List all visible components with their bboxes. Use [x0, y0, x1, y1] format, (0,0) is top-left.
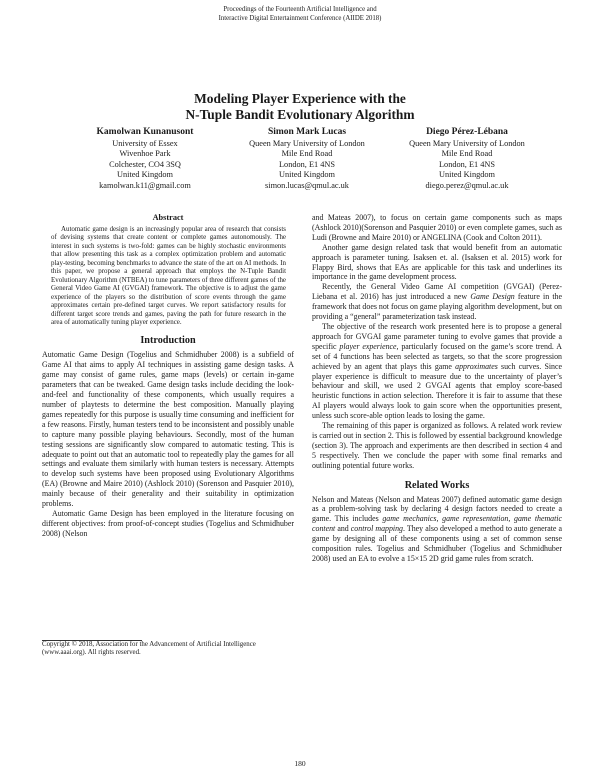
intro-paragraph-1: Automatic Game Design (Togelius and Schmidhuber 2008) is a subfield of Game AI that aims to apply AI techniques in assisting game design tasks. A game may consist of game rules, game maps (levels) or certain in-game parameters that can be tweaked. Game design tasks include deciding the look-and-feel and functionality of these components, which usually requires a number of playtests to determine the best composition. Manually playing games repeatedly for this purpose is usually time consuming and inefficient for a few reasons. Firstly, human testers tend to be inconsistent and possibly unable to capture many possible playing behaviours. Secondly, most of the human testing sessions are significantly slow compared to automatic testing. This is adequate to point out that an automatic tool to repeatedly play the games for all settings and evaluate them similarly with human testers is necessary. Attempts to develop such systems have been proposed using Evolutionary Algorithms (EA) (Browne and Maire 2010) (Ashlock 2010) (Sorenson and Pasquier 2010), mainly because of their generality and their suitability in optimization problems.: [42, 350, 294, 509]
rw-emphasis-2: game representation: [442, 514, 509, 524]
rw-sep-2: ,: [508, 514, 515, 524]
author-block: [60, 127, 554, 207]
author-country: United Kingdom: [117, 170, 173, 180]
proceedings-line-2: Interactive Digital Entertainment Conference (AIIDE 2018): [218, 14, 382, 22]
intro-paragraph-2: Automatic Game Design has been employed in the literature focusing on different objectives: from proof-of-concept studies (Togelius and Schmidhuber 2008) (Nelson: [42, 508, 294, 538]
introduction-heading: Introduction: [140, 335, 196, 347]
related-works-heading: Related Works: [404, 479, 470, 491]
author-1: [60, 127, 230, 191]
author-email: kamolwan.k11@gmail.com: [99, 180, 191, 190]
related-works-paragraph-1: [312, 495, 562, 564]
author-address: Mile End Road: [281, 149, 333, 159]
intro-p5-emphasis-1: player experience: [339, 341, 397, 351]
intro-p5-emphasis-2: approximates: [455, 361, 498, 371]
author-3: [382, 127, 552, 191]
intro-paragraph-6: The remaining of this paper is organized as follows. A related work review is carried out in section 2. This is followed by essential background knowledge (section 3). The approach and experiments are then described in section 4 and 5 respectively. Then we conclude the paper with some final remarks and outlining potential future works.: [312, 421, 562, 470]
rw-part-b: . They also developed a method to auto generate a game by designing all of these components using a set of common sense composition rules. Togelius and Schmidhuber (Togelius and Schmidhuber 2008) used an EA to evolve a 15×15 2D grid game rules from scratch.: [312, 524, 562, 563]
rw-part-a: Nelson and Mateas (Nelson and Mateas 2007) defined automatic game design as a problem-solving task by declaring 4 design factors needed to create a game. This includes: [312, 494, 562, 524]
intro-p5-part-c: such curves. Since player experience is difficult to measure due to the uncertainty of player’s behaviour and skill, we used 2 GVGAI agents that employ score-based heuristic functions in action selection. Therefore it is fair to assume that these AI players would always look to gain score when the opportunities present, unless such score-able option leads to losing the game.: [312, 361, 562, 421]
author-address: Mile End Road: [441, 149, 493, 159]
intro-p5-part-a: The objective of the research work presented here is to propose a general approach for GVGAI game parameter tuning to evolve games that provide a specific: [312, 321, 562, 351]
intro-p4-part-a: Recently, the General Video Game AI competition (GVGAI) (Perez-Liebana et al. 2016) has just introduced a new: [312, 282, 562, 302]
author-affiliation: University of Essex: [112, 138, 178, 148]
left-column: [42, 212, 294, 539]
rw-emphasis-4: control mapping: [350, 524, 403, 534]
right-column: [312, 213, 562, 564]
author-2: [222, 127, 392, 191]
rw-sep-3: and: [335, 524, 351, 534]
rw-sep-1: ,: [436, 514, 443, 524]
title-line-2: N-Tuple Bandit Evolutionary Algorithm: [185, 106, 415, 122]
author-city: Colchester, CO4 3SQ: [109, 159, 181, 169]
title-line-1: Modeling Player Experience with the: [194, 91, 406, 106]
author-name: Diego Pérez-Lébana: [426, 127, 508, 137]
intro-p4-emphasis: Game Design: [470, 292, 515, 302]
intro-paragraph-3: Another game design related task that would benefit from an automatic approach is parameter tuning. Isaksen et. al. (Isaksen et al. 2015) work for Flappy Bird, shows that EAs are applicable for this task and underlines its importance in the game development process.: [312, 242, 562, 282]
author-email: simon.lucas@qmul.ac.uk: [265, 180, 349, 190]
intro-paragraph-2-continued: and Mateas 2007), to focus on certain game components such as maps (Ashlock 2010)(Sorenson and Pasquier 2010) or even complete games, such as Ludi (Browne and Maire 2010) or ANGELINA (Cook and Colton 2011).: [312, 213, 562, 242]
author-country: United Kingdom: [439, 170, 495, 180]
copyright-footnote: Copyright © 2018, Association for the Advancement of Artificial Intelligence (www.aaai.org). All rights reserved.: [42, 641, 256, 657]
page-number: 180: [294, 759, 306, 768]
proceedings-line-1: Proceedings of the Fourteenth Artificial Intelligence and: [223, 6, 377, 13]
intro-paragraph-5: [312, 322, 562, 421]
author-address: Wivenhoe Park: [119, 149, 171, 159]
author-city: London, E1 4NS: [438, 159, 495, 169]
author-affiliation: Queen Mary University of London: [249, 138, 365, 148]
intro-paragraph-4: [312, 282, 562, 322]
proceedings-header: [0, 6, 600, 23]
rw-emphasis-3: game thematic content: [312, 514, 562, 534]
author-name: Simon Mark Lucas: [267, 127, 347, 137]
paper-title: [0, 91, 600, 122]
author-email: diego.perez@qmul.ac.uk: [425, 180, 509, 190]
intro-p5-part-b: , particularly focused on the game’s score trend. A set of 4 functions has been selected as targets, so that the score progression achieved by an agent that plays this game: [312, 341, 562, 371]
rw-emphasis-1: game mechanics: [382, 514, 437, 524]
author-affiliation: Queen Mary University of London: [409, 138, 525, 148]
abstract-heading: Abstract: [152, 213, 184, 222]
intro-p4-part-b: feature in the framework that does not focus on game playing algorithm development, but on providing a “general” parameterization task instead.: [312, 292, 562, 322]
author-city: London, E1 4NS: [278, 159, 335, 169]
author-name: Kamolwan Kunanusont: [96, 127, 194, 137]
author-country: United Kingdom: [279, 170, 335, 180]
abstract-text: Automatic game design is an increasingly popular area of research that consists of devising systems that create content or complete games autonomously. The interest in such systems is two-fold: games can be highly stochastic environments that allow presenting this task as a complex optimization problem and automatic play-testing, becoming benchmarks to advance the state of the art on AI methods. In this paper, we propose a general approach that employs the N-Tuple Bandit Evolutionary Algorithm (NTBEA) to tune parameters of three different games of the General Video Game AI (GVGAI) framework. The objective is to adjust the game experience of the players so the distribution of score events through the game approximates certain pre-defined target curves. We report satisfactory results for different target score trends and games, paving the path for future research in the area of automatically tuning player experience.: [51, 225, 286, 326]
